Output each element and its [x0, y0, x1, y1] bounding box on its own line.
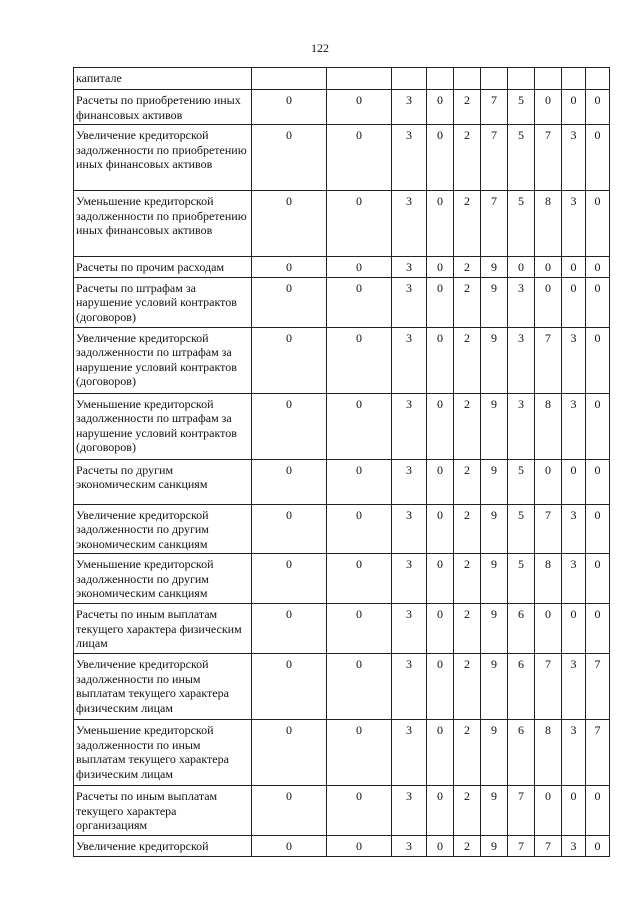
code-cell: 2: [454, 604, 481, 654]
code-cell: 3: [508, 393, 535, 459]
code-cell: 3: [392, 720, 427, 786]
code-cell: 8: [535, 191, 562, 257]
code-cell: 0: [586, 393, 610, 459]
code-cell: 0: [535, 257, 562, 278]
code-cell: 0: [586, 836, 610, 857]
code-cell: 0: [427, 720, 454, 786]
code-cell: 0: [535, 90, 562, 125]
code-cell: 2: [454, 125, 481, 191]
code-cell: 3: [562, 720, 586, 786]
code-cell: 0: [562, 459, 586, 504]
code-cell: 2: [454, 393, 481, 459]
code-cell: 3: [562, 393, 586, 459]
code-cell: 9: [481, 459, 508, 504]
code-cell: 7: [535, 125, 562, 191]
code-cell: 6: [508, 654, 535, 720]
code-cell: 2: [454, 504, 481, 554]
code-cell: 5: [508, 191, 535, 257]
code-cell: 0: [252, 257, 327, 278]
table-row: [74, 191, 610, 257]
table-row: [74, 125, 610, 191]
code-cell: 0: [327, 654, 392, 720]
code-cell: 0: [535, 786, 562, 836]
code-cell: [481, 68, 508, 90]
code-cell: 0: [508, 257, 535, 278]
code-cell: 7: [481, 191, 508, 257]
code-cell: 9: [481, 720, 508, 786]
code-cell: 5: [508, 459, 535, 504]
code-cell: 3: [392, 504, 427, 554]
code-cell: 0: [427, 125, 454, 191]
code-cell: 0: [252, 786, 327, 836]
code-cell: 0: [252, 90, 327, 125]
code-cell: 0: [427, 836, 454, 857]
table-body: [74, 68, 610, 857]
code-cell: 0: [586, 191, 610, 257]
page-number: 122: [311, 41, 329, 55]
accounts-table: [73, 67, 610, 857]
code-cell: 0: [327, 554, 392, 604]
code-cell: 0: [327, 504, 392, 554]
code-cell: 7: [481, 90, 508, 125]
code-cell: 0: [586, 459, 610, 504]
table-row: [74, 68, 610, 90]
code-cell: 0: [327, 604, 392, 654]
code-cell: 0: [427, 191, 454, 257]
code-cell: [454, 68, 481, 90]
row-label: Увеличение кредиторской задолженности по приобретению иных финансовых активов: [74, 125, 252, 191]
code-cell: [252, 68, 327, 90]
table-row: [74, 604, 610, 654]
code-cell: 0: [427, 327, 454, 393]
code-cell: 0: [327, 191, 392, 257]
code-cell: 5: [508, 125, 535, 191]
code-cell: 3: [392, 257, 427, 278]
code-cell: [508, 68, 535, 90]
code-cell: 8: [535, 554, 562, 604]
code-cell: 9: [481, 786, 508, 836]
table-row: [74, 257, 610, 278]
row-label: Расчеты по иным выплатам текущего характера организациям: [74, 786, 252, 836]
row-label: Уменьшение кредиторской задолженности по приобретению иных финансовых активов: [74, 191, 252, 257]
code-cell: 0: [327, 786, 392, 836]
code-cell: 2: [454, 277, 481, 327]
row-label: Расчеты по иным выплатам текущего характера физическим лицам: [74, 604, 252, 654]
code-cell: 2: [454, 257, 481, 278]
code-cell: 9: [481, 393, 508, 459]
code-cell: 3: [392, 786, 427, 836]
code-cell: 0: [427, 654, 454, 720]
code-cell: 3: [562, 836, 586, 857]
code-cell: 3: [392, 393, 427, 459]
row-label: Увеличение кредиторской: [74, 836, 252, 857]
row-label: Расчеты по штрафам за нарушение условий контрактов (договоров): [74, 277, 252, 327]
code-cell: 9: [481, 554, 508, 604]
code-cell: 0: [586, 327, 610, 393]
table-row: [74, 504, 610, 554]
code-cell: 0: [427, 90, 454, 125]
code-cell: 7: [535, 327, 562, 393]
code-cell: 3: [562, 327, 586, 393]
code-cell: 3: [392, 191, 427, 257]
table-row: [74, 786, 610, 836]
code-cell: 0: [252, 125, 327, 191]
row-label: капитале: [74, 68, 252, 90]
code-cell: 0: [535, 604, 562, 654]
code-cell: 0: [562, 90, 586, 125]
code-cell: 0: [586, 257, 610, 278]
code-cell: 5: [508, 504, 535, 554]
code-cell: 7: [508, 786, 535, 836]
code-cell: 9: [481, 327, 508, 393]
code-cell: 0: [327, 257, 392, 278]
table-row: [74, 90, 610, 125]
code-cell: [392, 68, 427, 90]
code-cell: 3: [392, 836, 427, 857]
code-cell: [327, 68, 392, 90]
row-label: Расчеты по другим экономическим санкциям: [74, 459, 252, 504]
row-label: Расчеты по приобретению иных финансовых активов: [74, 90, 252, 125]
code-cell: 0: [327, 327, 392, 393]
code-cell: 2: [454, 720, 481, 786]
code-cell: 0: [252, 720, 327, 786]
code-cell: 6: [508, 720, 535, 786]
code-cell: 0: [327, 393, 392, 459]
code-cell: 7: [586, 654, 610, 720]
code-cell: 0: [586, 786, 610, 836]
code-cell: 0: [252, 554, 327, 604]
code-cell: 0: [252, 191, 327, 257]
code-cell: 8: [535, 720, 562, 786]
code-cell: 9: [481, 654, 508, 720]
code-cell: 9: [481, 836, 508, 857]
code-cell: 2: [454, 554, 481, 604]
code-cell: 0: [586, 504, 610, 554]
code-cell: 3: [562, 654, 586, 720]
code-cell: 5: [508, 554, 535, 604]
code-cell: 3: [562, 191, 586, 257]
code-cell: 0: [586, 554, 610, 604]
code-cell: 0: [562, 604, 586, 654]
row-label: Уменьшение кредиторской задолженности по штрафам за нарушение условий контрактов (договоров): [74, 393, 252, 459]
code-cell: 0: [252, 836, 327, 857]
code-cell: 9: [481, 277, 508, 327]
code-cell: 0: [427, 786, 454, 836]
code-cell: 0: [586, 125, 610, 191]
code-cell: 3: [392, 125, 427, 191]
code-cell: 3: [508, 327, 535, 393]
code-cell: 0: [427, 504, 454, 554]
code-cell: 3: [508, 277, 535, 327]
code-cell: 0: [327, 277, 392, 327]
code-cell: 3: [562, 554, 586, 604]
table-row: [74, 836, 610, 857]
table-row: [74, 554, 610, 604]
code-cell: 2: [454, 836, 481, 857]
code-cell: 2: [454, 191, 481, 257]
code-cell: 0: [427, 459, 454, 504]
row-label: Уменьшение кредиторской задолженности по иным выплатам текущего характера физическим лицам: [74, 720, 252, 786]
table-row: [74, 720, 610, 786]
code-cell: 0: [427, 393, 454, 459]
code-cell: 3: [392, 327, 427, 393]
code-cell: 2: [454, 327, 481, 393]
code-cell: 7: [586, 720, 610, 786]
code-cell: 3: [562, 125, 586, 191]
code-cell: 0: [327, 720, 392, 786]
code-cell: 0: [327, 125, 392, 191]
code-cell: 2: [454, 654, 481, 720]
code-cell: 7: [535, 504, 562, 554]
code-cell: 9: [481, 257, 508, 278]
code-cell: 0: [427, 277, 454, 327]
table-row: [74, 654, 610, 720]
code-cell: 9: [481, 504, 508, 554]
code-cell: [427, 68, 454, 90]
code-cell: 0: [535, 459, 562, 504]
code-cell: 0: [252, 277, 327, 327]
code-cell: 3: [392, 277, 427, 327]
code-cell: 3: [392, 90, 427, 125]
code-cell: 3: [392, 654, 427, 720]
code-cell: 2: [454, 459, 481, 504]
code-cell: 0: [252, 459, 327, 504]
code-cell: 0: [586, 277, 610, 327]
row-label: Расчеты по прочим расходам: [74, 257, 252, 278]
code-cell: 3: [392, 459, 427, 504]
code-cell: 0: [252, 393, 327, 459]
code-cell: 0: [252, 504, 327, 554]
row-label: Уменьшение кредиторской задолженности по другим экономическим санкциям: [74, 554, 252, 604]
code-cell: 3: [392, 604, 427, 654]
code-cell: 0: [327, 459, 392, 504]
code-cell: 0: [427, 554, 454, 604]
code-cell: 3: [562, 504, 586, 554]
code-cell: 3: [392, 554, 427, 604]
code-cell: 2: [454, 786, 481, 836]
table-row: [74, 327, 610, 393]
code-cell: 0: [562, 786, 586, 836]
code-cell: 6: [508, 604, 535, 654]
table-row: [74, 277, 610, 327]
code-cell: 0: [535, 277, 562, 327]
code-cell: 0: [562, 277, 586, 327]
row-label: Увеличение кредиторской задолженности по другим экономическим санкциям: [74, 504, 252, 554]
code-cell: 0: [252, 327, 327, 393]
code-cell: [586, 68, 610, 90]
code-cell: 7: [535, 654, 562, 720]
code-cell: 0: [562, 257, 586, 278]
code-cell: 0: [327, 836, 392, 857]
code-cell: 0: [252, 654, 327, 720]
code-cell: [535, 68, 562, 90]
code-cell: 0: [586, 604, 610, 654]
code-cell: 0: [252, 604, 327, 654]
code-cell: 9: [481, 604, 508, 654]
code-cell: 7: [508, 836, 535, 857]
code-cell: 0: [327, 90, 392, 125]
code-cell: 0: [586, 90, 610, 125]
code-cell: 0: [427, 257, 454, 278]
code-cell: 5: [508, 90, 535, 125]
code-cell: [562, 68, 586, 90]
code-cell: 7: [481, 125, 508, 191]
code-cell: 8: [535, 393, 562, 459]
code-cell: 0: [427, 604, 454, 654]
table-row: [74, 459, 610, 504]
table-row: [74, 393, 610, 459]
row-label: Увеличение кредиторской задолженности по иным выплатам текущего характера физическим лицам: [74, 654, 252, 720]
row-label: Увеличение кредиторской задолженности по штрафам за нарушение условий контрактов (договоров): [74, 327, 252, 393]
code-cell: 2: [454, 90, 481, 125]
code-cell: 7: [535, 836, 562, 857]
